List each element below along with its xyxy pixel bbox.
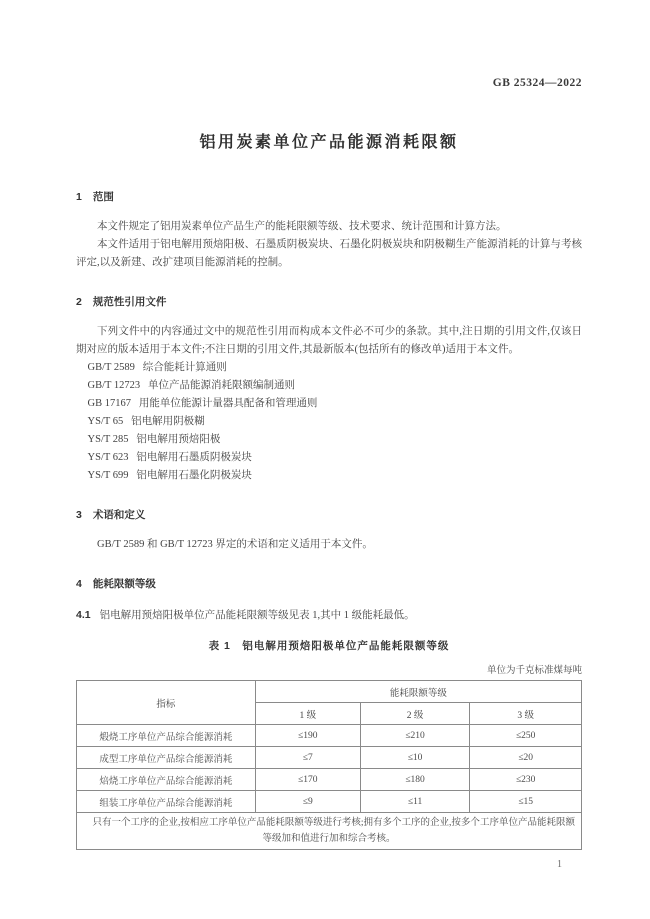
table-footnote: 只有一个工序的企业,按相应工序单位产品能耗限额等级进行考核;拥有多个工序的企业,按多个工序单位产品能耗限额等级加和值进行加和综合考核。 xyxy=(77,813,582,850)
value-cell: ≤9 xyxy=(255,791,360,813)
section-number: 1 xyxy=(76,191,82,203)
reference-item: GB/T 12723 单位产品能源消耗限额编制通则 xyxy=(87,380,296,391)
reference-item: YS/T 623 铝电解用石墨质阴极炭块 xyxy=(87,452,252,463)
references-intro: 下列文件中的内容通过文中的规范性引用而构成本文件必不可少的条款。其中,注日期的引用文件,仅该日期对应的版本适用于本文件;不注日期的引用文件,其最新版本(包括所有的修改单)适用于本文件。 xyxy=(76,326,582,355)
clause-number: 4.1 xyxy=(76,609,91,621)
section-heading-scope xyxy=(76,189,582,204)
header-grade-group: 能耗限额等级 xyxy=(255,681,581,703)
value-cell: ≤7 xyxy=(255,747,360,769)
section-title: 规范性引用文件 xyxy=(92,296,167,308)
value-cell: ≤15 xyxy=(470,791,582,813)
table-row xyxy=(77,791,582,813)
terms-paragraph: GB/T 2589 和 GB/T 12723 界定的术语和定义适用于本文件。 xyxy=(97,539,373,550)
clause-text: 铝电解用预焙阳极单位产品能耗限额等级见表 1,其中 1 级能耗最低。 xyxy=(99,610,415,621)
section-number: 3 xyxy=(76,509,82,521)
reference-item: YS/T 65 铝电解用阴极糊 xyxy=(87,416,205,427)
table-unit-note: 单位为千克标准煤每吨 xyxy=(486,666,582,676)
clause-4-1 xyxy=(76,606,582,625)
value-cell: ≤10 xyxy=(360,747,470,769)
reference-item: YS/T 699 铝电解用石墨化阴极炭块 xyxy=(87,470,252,481)
scope-paragraph-2: 本文件适用于铝电解用预焙阳极、石墨质阴极炭块、石墨化阴极炭块和阴极糊生产能源消耗的计算与考核评定,以及新建、改扩建项目能源消耗的控制。 xyxy=(76,239,582,268)
value-cell: ≤20 xyxy=(470,747,582,769)
table-row xyxy=(77,747,582,769)
section-heading-terms xyxy=(76,507,582,522)
header-indicator: 指标 xyxy=(77,681,256,725)
section-title: 能耗限额等级 xyxy=(92,578,156,590)
energy-limit-table xyxy=(76,680,582,850)
indicator-cell: 成型工序单位产品综合能源消耗 xyxy=(77,747,256,769)
indicator-cell: 焙烧工序单位产品综合能源消耗 xyxy=(77,769,256,791)
page-number: 1 xyxy=(557,859,562,870)
header-grade-3: 3 级 xyxy=(470,703,582,725)
reference-item: GB 17167 用能单位能源计量器具配备和管理通则 xyxy=(87,398,318,409)
table-footnote-row xyxy=(77,813,582,850)
reference-list xyxy=(76,359,582,485)
value-cell: ≤180 xyxy=(360,769,470,791)
value-cell: ≤190 xyxy=(255,725,360,747)
section-number: 4 xyxy=(76,578,82,590)
section-number: 2 xyxy=(76,296,82,308)
section-title: 范围 xyxy=(92,191,114,203)
value-cell: ≤210 xyxy=(360,725,470,747)
document-title: 铝用炭素单位产品能源消耗限额 xyxy=(199,134,459,151)
indicator-cell: 组装工序单位产品综合能源消耗 xyxy=(77,791,256,813)
table-header-row-1 xyxy=(77,681,582,703)
header-grade-2: 2 级 xyxy=(360,703,470,725)
standard-code: GB 25324—2022 xyxy=(492,77,582,89)
value-cell: ≤11 xyxy=(360,791,470,813)
table-caption: 表 1 铝电解用预焙阳极单位产品能耗限额等级 xyxy=(208,640,450,652)
section-heading-limits xyxy=(76,576,582,591)
header-grade-1: 1 级 xyxy=(255,703,360,725)
section-title: 术语和定义 xyxy=(92,509,146,521)
section-heading-references xyxy=(76,294,582,309)
indicator-cell: 煅烧工序单位产品综合能源消耗 xyxy=(77,725,256,747)
reference-item: GB/T 2589 综合能耗计算通则 xyxy=(87,362,227,373)
value-cell: ≤170 xyxy=(255,769,360,791)
table-row xyxy=(77,769,582,791)
table-row xyxy=(77,725,582,747)
scope-paragraph-1: 本文件规定了铝用炭素单位产品生产的能耗限额等级、技术要求、统计范围和计算方法。 xyxy=(97,221,507,232)
value-cell: ≤250 xyxy=(470,725,582,747)
reference-item: YS/T 285 铝电解用预焙阳极 xyxy=(87,434,221,445)
value-cell: ≤230 xyxy=(470,769,582,791)
